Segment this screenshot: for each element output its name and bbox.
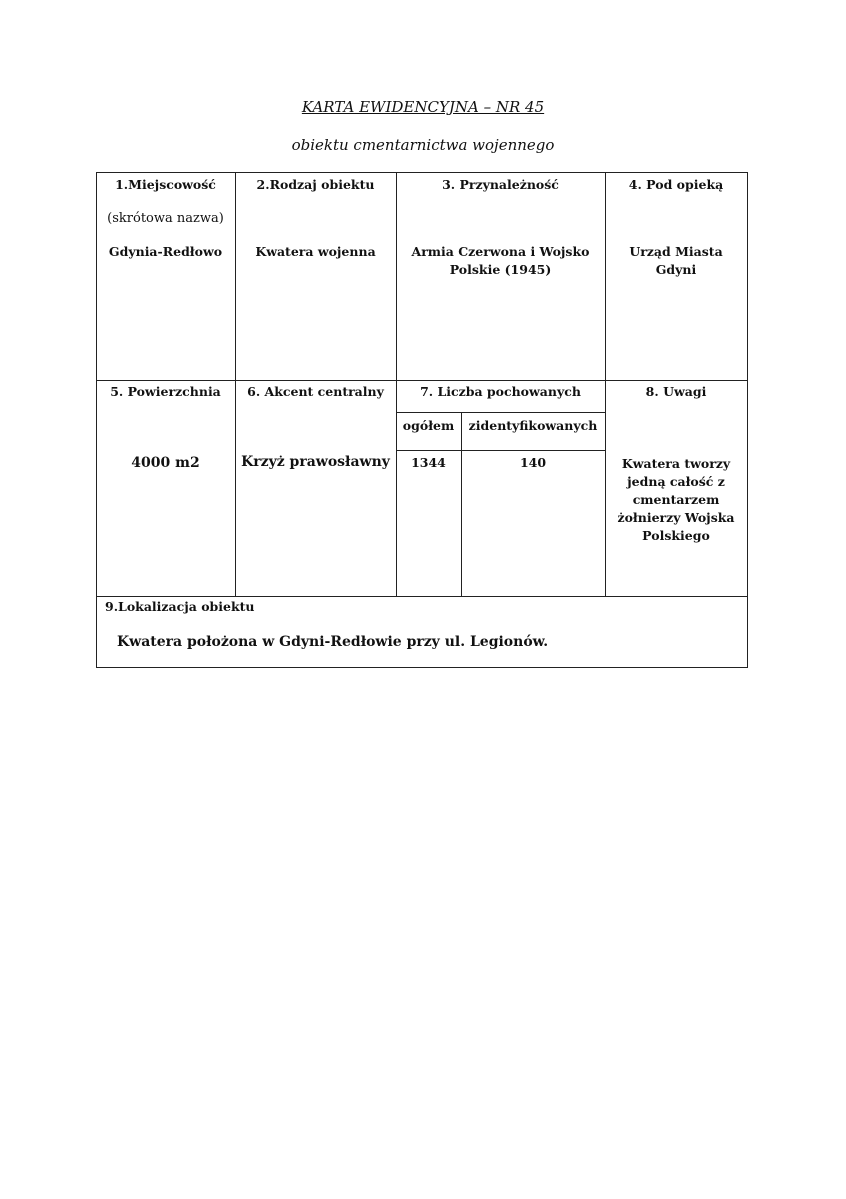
subheading-zidentyfikowanych: zidentyfikowanych — [468, 418, 598, 433]
note-skrotowa-nazwa: (skrótowa nazwa) — [107, 211, 224, 226]
value-zidentyfikowanych: 140 — [519, 455, 547, 470]
table-border-bottom — [96, 667, 748, 668]
heading-akcent-centralny: 6. Akcent centralny — [247, 384, 384, 399]
col-divider-sub — [461, 412, 462, 596]
value-przynaleznosc: Armia Czerwona i Wojsko Polskie (1945) — [411, 244, 590, 277]
heading-liczba-pochowanych: 7. Liczba pochowanych — [420, 384, 581, 399]
card-title: KARTA EWIDENCYJNA – NR 45 — [301, 98, 545, 116]
sub-header-top — [396, 412, 606, 413]
heading-przynaleznosc: 3. Przynależność — [442, 177, 559, 192]
record-table — [96, 172, 748, 668]
heading-lokalizacja: 9.Lokalizacja obiektu — [105, 599, 255, 614]
row-divider-1 — [96, 380, 748, 381]
value-akcent-centralny: Krzyż prawosławny — [241, 454, 390, 470]
value-pod-opieka: Urząd Miasta Gdyni — [629, 244, 723, 277]
heading-miejscowosc: 1.Miejscowość — [115, 177, 216, 192]
subheading-ogolem: ogółem — [402, 418, 455, 433]
value-miejscowosc: Gdynia-Redłowo — [108, 244, 223, 259]
row-divider-2 — [96, 596, 748, 597]
value-rodzaj-obiektu: Kwatera wojenna — [255, 244, 376, 259]
value-powierzchnia: 4000 m2 — [131, 455, 200, 471]
table-border-right — [747, 172, 748, 668]
table-border-top — [96, 172, 748, 173]
sub-header-bottom — [396, 450, 606, 451]
heading-powierzchnia: 5. Powierzchnia — [110, 384, 221, 399]
heading-rodzaj-obiektu: 2.Rodzaj obiektu — [256, 177, 375, 192]
heading-pod-opieka: 4. Pod opieką — [628, 177, 724, 192]
card-subtitle: obiektu cmentarnictwa wojennego — [291, 136, 555, 154]
value-uwagi: Kwatera tworzy jedną całość z cmentarzem żołnierzy Wojska Polskiego — [617, 456, 735, 543]
heading-uwagi: 8. Uwagi — [645, 384, 707, 399]
value-lokalizacja: Kwatera położona w Gdyni-Redłowie przy ul. Legionów. — [117, 634, 549, 650]
value-ogolem: 1344 — [411, 455, 446, 470]
